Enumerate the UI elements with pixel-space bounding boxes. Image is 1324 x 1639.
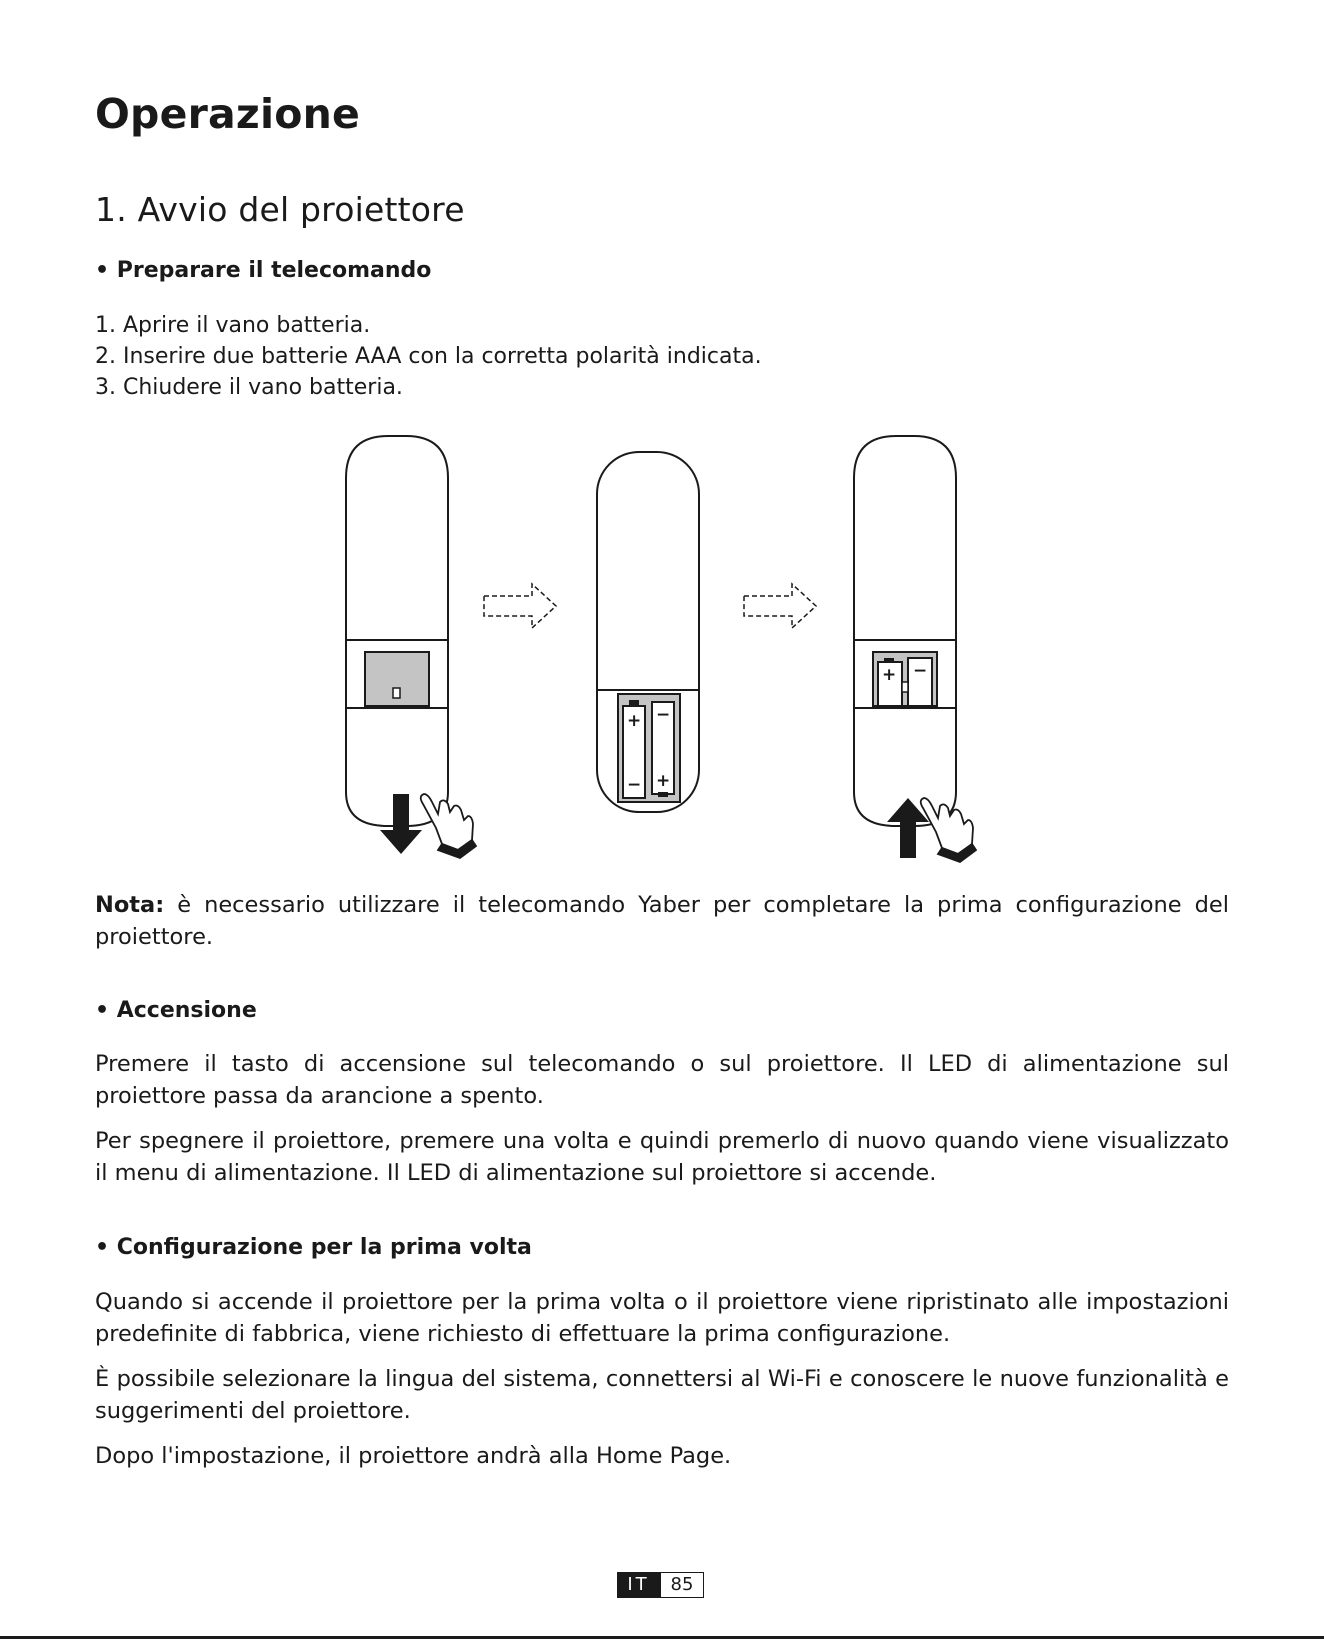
battery-plus-mark: + [627, 711, 642, 731]
hand-pointer-icon [421, 794, 476, 858]
dashed-arrow-right-icon [484, 584, 556, 628]
page-title: Operazione [95, 90, 360, 138]
battery-plus-mark: + [656, 771, 671, 791]
page-number: 85 [660, 1572, 704, 1598]
setup-paragraph-1: Quando si accende il proiettore per la prima volta o il proiettore viene ripristinato alle impostazioni predefinite di fabbrica, viene richiesto di effettuare la prima configurazione. [95, 1289, 1229, 1347]
note-label: Nota: [95, 892, 165, 918]
power-paragraph-1: Premere il tasto di accensione sul telecomando o sul proiettore. Il LED di alimentazione sul proiettore passa da arancione a spento. [95, 1051, 1229, 1109]
setup-paragraph-2: È possibile selezionare la lingua del sistema, connettersi al Wi-Fi e conoscere le nuove funzionalità e suggerimenti del proiettore. [95, 1366, 1229, 1424]
battery-minus-mark: − [627, 775, 642, 795]
page-footer [617, 1572, 704, 1598]
section-heading: 1. Avvio del proiettore [95, 190, 465, 229]
note-text: è necessario utilizzare il telecomando Yaber per completare la prima configurazione del proiettore. [95, 892, 1229, 950]
step-item: 3. Chiudere il vano batteria. [95, 375, 403, 400]
step-item: 1. Aprire il vano batteria. [95, 313, 371, 338]
hand-pointer-icon [921, 798, 976, 862]
step-item: 2. Inserire due batterie AAA con la corretta polarità indicata. [95, 344, 762, 369]
subheading-remote: • Preparare il telecomando [95, 258, 432, 283]
steps-list [95, 310, 762, 403]
battery-illustration [330, 430, 990, 870]
setup-paragraph-3: Dopo l'impostazione, il proiettore andrà alla Home Page. [95, 1443, 732, 1469]
subheading-setup: • Configurazione per la prima volta [95, 1235, 532, 1260]
remote-batteries-icon [597, 452, 699, 812]
remote-open-icon [346, 436, 448, 826]
battery-minus-mark: − [656, 705, 671, 725]
note-paragraph [95, 889, 1229, 953]
dashed-arrow-right-icon [744, 584, 816, 628]
remote-close-icon [854, 436, 956, 826]
battery-plus-mark: + [882, 665, 897, 685]
battery-minus-mark: − [913, 661, 928, 681]
language-badge: IT [617, 1572, 660, 1598]
subheading-power: • Accensione [95, 998, 257, 1023]
arrow-down-icon [380, 794, 422, 854]
power-paragraph-2: Per spegnere il proiettore, premere una volta e quindi premerlo di nuovo quando viene visualizzato il menu di alimentazione. Il LED di alimentazione sul proiettore si accende. [95, 1128, 1229, 1186]
